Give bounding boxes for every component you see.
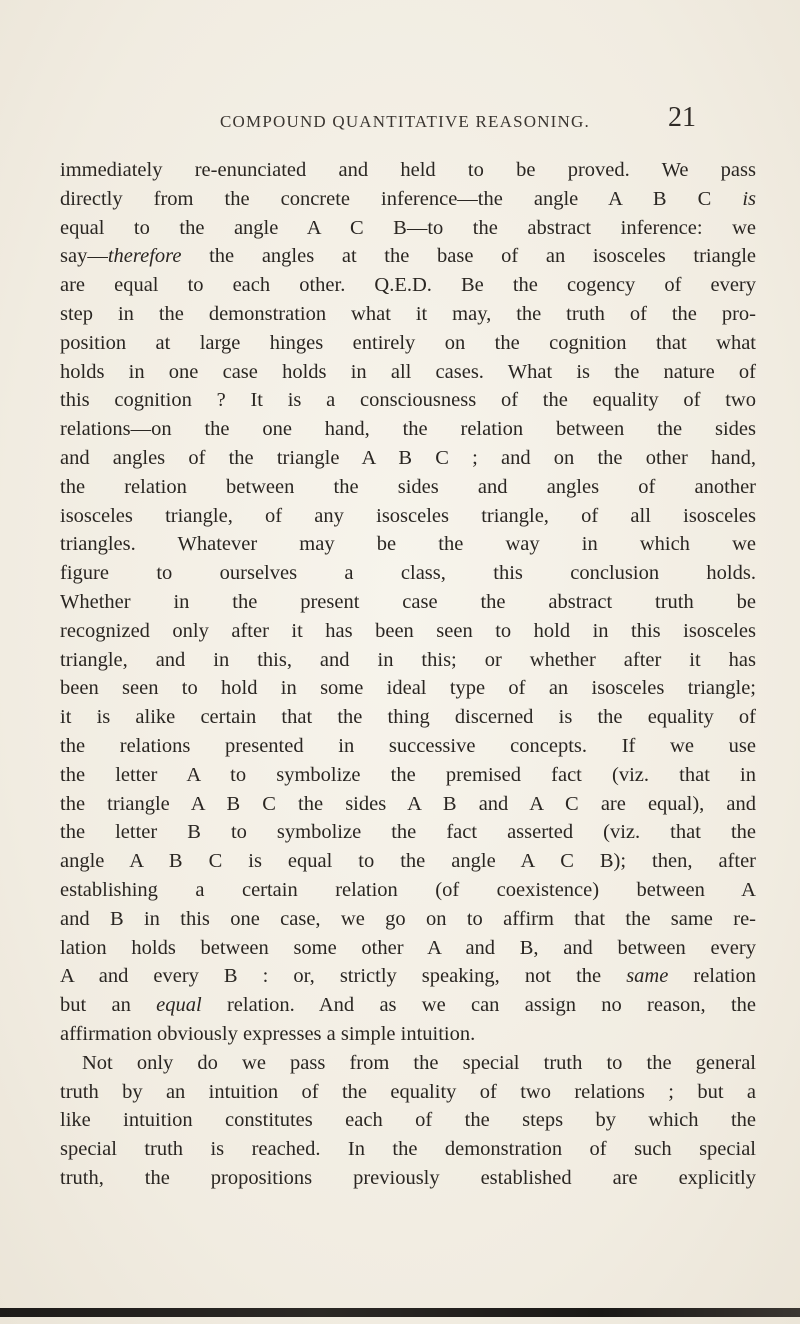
- text-line-segment: say—: [60, 245, 108, 268]
- text-line-segment: directly from the concrete inference—the angle A B C: [60, 187, 743, 210]
- text-line: angle A B C is equal to the angle A C B); then, after: [60, 850, 756, 873]
- text-line: [60, 185, 756, 214]
- text-line: isosceles triangle, of any isosceles triangle, of all isosceles: [60, 504, 756, 527]
- text-line: affirmation obviously expresses a simple intuition.: [60, 1022, 476, 1045]
- text-line: like intuition constitutes each of the steps by which the: [60, 1109, 756, 1132]
- text-line: [60, 242, 756, 271]
- scan-edge-bar: [0, 1308, 800, 1317]
- text-line: figure to ourselves a class, this conclusion holds.: [60, 562, 756, 585]
- text-line: position at large hinges entirely on the cognition that what: [60, 331, 756, 354]
- text-line: step in the demonstration what it may, the truth of the pro-: [60, 302, 756, 325]
- text-line: this cognition ? It is a consciousness of the equality of two: [60, 389, 756, 412]
- page-number: 21: [668, 102, 696, 133]
- text-line: equal to the angle A C B—to the abstract inference: we: [60, 216, 756, 239]
- text-line-segment: A and every B : or, strictly speaking, not the: [60, 965, 627, 988]
- text-line-segment: relation. And as we can assign no reason, the: [201, 994, 757, 1017]
- text-line-segment: but an: [60, 994, 157, 1017]
- text-line-segment: the angles at the base of an isosceles triangle: [181, 245, 756, 268]
- text-line: Whether in the present case the abstract truth be: [60, 590, 756, 613]
- text-line: truth by an intuition of the equality of two relations ; but a: [60, 1080, 756, 1103]
- text-line: the triangle A B C the sides A B and A C are equal), and: [60, 792, 756, 815]
- text-line: are equal to each other. Q.E.D. Be the cogency of every: [60, 274, 756, 297]
- text-line: the letter B to symbolize the fact asserted (viz. that the: [60, 821, 756, 844]
- text-line: establishing a certain relation (of coexistence) between A: [60, 878, 756, 901]
- text-line: it is alike certain that the thing discerned is the equality of: [60, 706, 756, 729]
- text-line: the relation between the sides and angles of another: [60, 475, 756, 498]
- emphasis-equal: equal: [156, 994, 202, 1017]
- text-line: [60, 962, 756, 991]
- text-line-segment: relation: [668, 965, 756, 988]
- emphasis-therefore: therefore: [107, 245, 182, 268]
- emphasis-is: is: [742, 187, 756, 210]
- text-line: relations—on the one hand, the relation between the sides: [60, 418, 756, 441]
- emphasis-same: same: [626, 965, 669, 988]
- body-text: [60, 156, 756, 1193]
- text-line: holds in one case holds in all cases. What is the nature of: [60, 360, 756, 383]
- text-line: recognized only after it has been seen to hold in this isosceles: [60, 619, 756, 642]
- text-line: [60, 991, 756, 1020]
- text-line: special truth is reached. In the demonstration of such special: [60, 1138, 756, 1161]
- running-title: COMPOUND QUANTITATIVE REASONING.: [220, 112, 590, 131]
- text-line: and angles of the triangle A B C ; and on the other hand,: [60, 446, 756, 469]
- text-line: been seen to hold in some ideal type of an isosceles triangle;: [60, 677, 756, 700]
- text-line: and B in this one case, we go on to affirm that the same re-: [60, 907, 756, 930]
- text-line: the letter A to symbolize the premised fact (viz. that in: [60, 763, 756, 786]
- text-line: immediately re-enunciated and held to be proved. We pass: [60, 159, 756, 181]
- text-line: the relations presented in successive concepts. If we use: [60, 734, 756, 757]
- text-line: truth, the propositions previously established are explicitly: [60, 1166, 756, 1189]
- text-line: Not only do we pass from the special truth to the general: [82, 1051, 756, 1074]
- text-line: triangles. Whatever may be the way in which we: [60, 533, 756, 556]
- text-line: triangle, and in this, and in this; or whether after it has: [60, 648, 756, 671]
- text-line: lation holds between some other A and B, and between every: [60, 936, 756, 959]
